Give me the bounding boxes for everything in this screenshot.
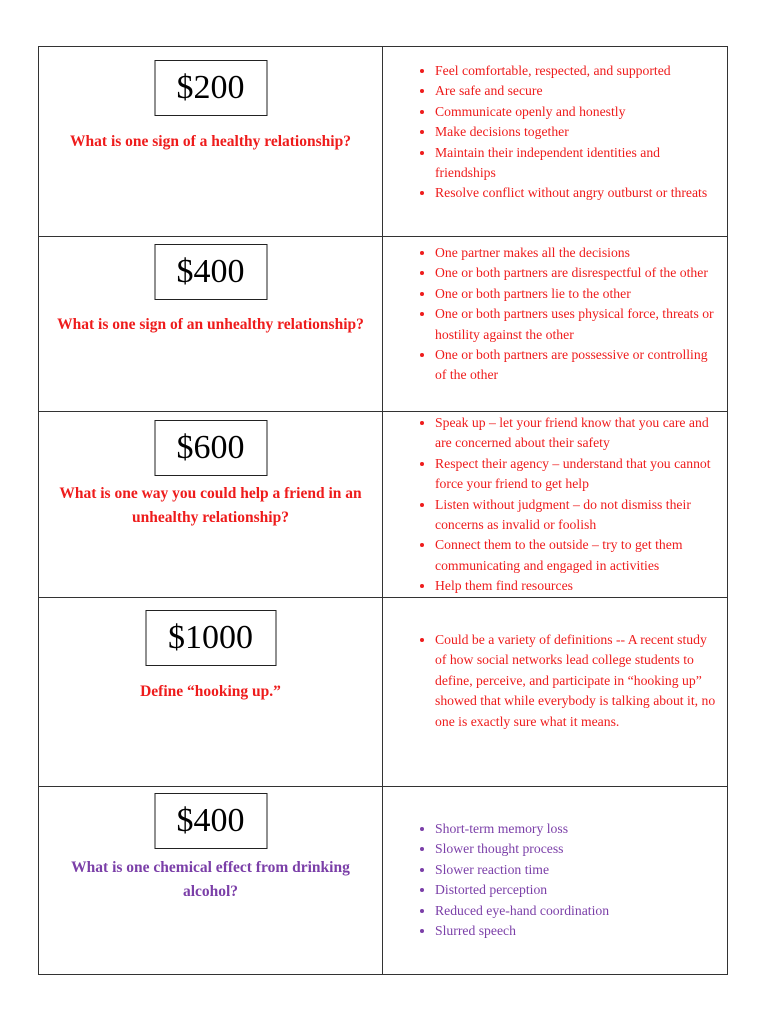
price-box: $600 — [154, 420, 267, 476]
card-row — [39, 787, 728, 975]
question-cell — [39, 598, 383, 786]
answer-cell — [383, 787, 728, 974]
answer-item: • Are safe and secure — [435, 81, 721, 101]
answer-item: • Speak up – let your friend know that you care and are concerned about their safety — [435, 413, 721, 454]
answer-item: • Slower thought process — [435, 839, 721, 859]
answer-item: • Make decisions together — [435, 122, 721, 142]
price-box: $200 — [154, 60, 267, 116]
answer-item: • Feel comfortable, respected, and supported — [435, 61, 721, 81]
question-cell — [39, 47, 383, 236]
answer-item: • Resolve conflict without angry outburst or threats — [435, 183, 721, 203]
answer-item: • Reduced eye-hand coordination — [435, 901, 721, 921]
question-text: What is one way you could help a friend in an unhealthy relationship? — [59, 485, 362, 526]
card-row — [39, 237, 728, 412]
answer-list — [383, 630, 721, 732]
price-box: $400 — [154, 244, 267, 300]
answer-list — [383, 819, 721, 941]
answer-cell — [383, 47, 728, 236]
card-row — [39, 47, 728, 237]
answer-item: • Slurred speech — [435, 921, 721, 941]
card-row — [39, 598, 728, 787]
answer-cell — [383, 237, 728, 411]
question-text: What is one sign of an unhealthy relationship? — [57, 316, 364, 333]
question-cell — [39, 412, 383, 597]
card-row — [39, 412, 728, 598]
price-box: $400 — [154, 793, 267, 849]
answer-list — [383, 413, 721, 597]
answer-item: • Distorted perception — [435, 880, 721, 900]
price-box: $1000 — [145, 610, 276, 666]
answer-item: • Communicate openly and honestly — [435, 102, 721, 122]
question-text: What is one chemical effect from drinking alcohol? — [71, 859, 350, 900]
answer-item: • Respect their agency – understand that you cannot force your friend to get help — [435, 454, 721, 495]
answer-item: • One or both partners are possessive or controlling of the other — [435, 345, 721, 386]
answer-cell — [383, 598, 728, 786]
question-text: Define “hooking up.” — [140, 683, 281, 700]
answer-item: • Connect them to the outside – try to get them communicating and engaged in activities — [435, 535, 721, 576]
answer-item: • Help them find resources — [435, 576, 721, 596]
question-cell — [39, 237, 383, 411]
answer-item: • One or both partners are disrespectful of the other — [435, 263, 721, 283]
answer-item: • Listen without judgment – do not dismiss their concerns as invalid or foolish — [435, 495, 721, 536]
question-text: What is one sign of a healthy relationship? — [70, 133, 351, 150]
answer-item: • One or both partners lie to the other — [435, 284, 721, 304]
answer-item: • One partner makes all the decisions — [435, 243, 721, 263]
jeopardy-card-grid — [38, 46, 728, 975]
answer-list — [383, 61, 721, 204]
answer-item: • Could be a variety of definitions -- A recent study of how social networks lead college students to define, perceive, and participate in “hooking up” showed that while everybody is talking about it, no one is exactly sure what it means. — [435, 630, 721, 732]
answer-item: • Short-term memory loss — [435, 819, 721, 839]
answer-list — [383, 243, 721, 386]
answer-item: • Slower reaction time — [435, 860, 721, 880]
answer-item: • Maintain their independent identities and friendships — [435, 143, 721, 184]
answer-cell — [383, 412, 728, 597]
answer-item: • One or both partners uses physical force, threats or hostility against the other — [435, 304, 721, 345]
question-cell — [39, 787, 383, 974]
